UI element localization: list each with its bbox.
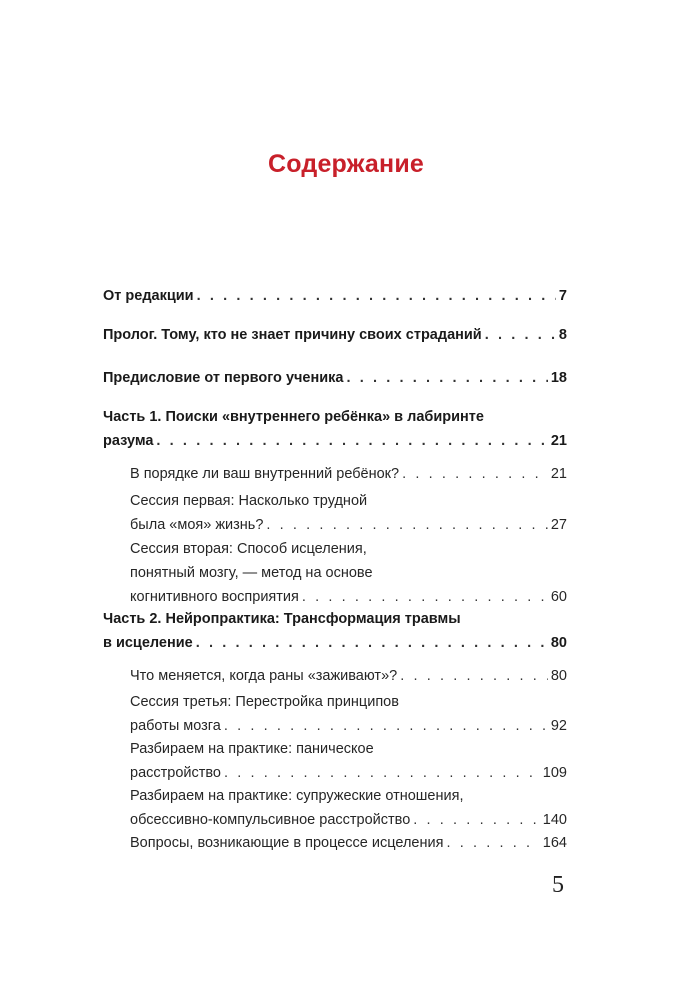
toc-entry-page: 80 [550,668,567,684]
toc-entry-prologue[interactable] [103,323,567,347]
toc-entry-healing-questions[interactable] [130,831,567,855]
toc-entry-title-line: расстройство [130,765,221,781]
toc-leader-dots [346,366,547,390]
toc-entry-session-1[interactable] [130,489,567,537]
page-number: 5 [552,872,564,898]
toc-entry-title: Предисловие от первого ученика [103,370,344,386]
toc-leader-dots [413,808,540,832]
toc-entry-title-line: разума [103,433,154,449]
page-title: Содержание [267,150,425,178]
toc-leader-dots [400,664,548,688]
toc-entry-page: 140 [542,812,567,828]
toc-leader-dots [446,831,539,855]
toc-entry-editorial[interactable] [103,284,567,308]
toc-entry-panic-disorder[interactable] [130,737,567,785]
toc-entry-title-line: работы мозга [130,718,221,734]
toc-entry-title-line: Разбираем на практике: паническое [130,741,374,757]
toc-entry-wounds-heal[interactable] [130,664,567,688]
toc-entry-title-line: Сессия третья: Перестройка принципов [130,694,399,710]
toc-entry-page: 60 [550,589,567,605]
toc-entry-marital-ocd[interactable] [130,784,567,832]
toc-entry-title-line: Сессия вторая: Способ исцеления, [130,541,367,557]
toc-entry-title-line: Сессия первая: Насколько трудной [130,493,368,509]
toc-entry-part-2[interactable] [103,607,567,655]
toc-entry-title-line: когнитивного восприятия [130,589,299,605]
toc-leader-dots [224,761,540,785]
toc-entry-page: 7 [558,288,567,304]
toc-entry-page: 27 [550,517,567,533]
toc-entry-title-line: Разбираем на практике: супружеские отношения, [130,788,464,804]
toc-leader-dots [266,513,547,537]
toc-entry-part-1[interactable] [103,405,567,453]
toc-entry-title: Пролог. Тому, кто не знает причину своих страданий [103,327,482,343]
toc-entry-page: 8 [558,327,567,343]
toc-leader-dots [224,714,548,738]
toc-leader-dots [402,462,548,486]
toc-entry-title-line: была «моя» жизнь? [130,517,264,533]
toc-entry-title: Вопросы, возникающие в процессе исцеления [130,835,444,851]
toc-entry-title-line: в исцеление [103,635,193,651]
toc-entry-title-line: Часть 2. Нейропрактика: Трансформация травмы [103,611,461,627]
toc-entry-title: От редакции [103,288,194,304]
toc-entry-title-line: обсессивно-компульсивное расстройство [130,812,411,828]
toc-entry-page: 109 [542,765,567,781]
toc-leader-dots [156,429,547,453]
toc-entry-page: 80 [550,635,567,651]
toc-entry-title: Что меняется, когда раны «заживают»? [130,668,398,684]
toc-leader-dots [302,585,548,609]
toc-entry-session-2[interactable] [130,537,567,609]
toc-entry-page: 21 [550,433,567,449]
toc-leader-dots [197,284,556,308]
toc-entry-page: 92 [550,718,567,734]
toc-leader-dots [485,323,556,347]
toc-entry-inner-child-ok[interactable] [130,462,567,486]
toc-entry-page: 164 [542,835,567,851]
toc-entry-session-3[interactable] [130,690,567,738]
toc-entry-page: 21 [550,466,567,482]
toc-entry-title-line: Часть 1. Поиски «внутреннего ребёнка» в лабиринте [103,409,484,425]
toc-entry-title: В порядке ли ваш внутренний ребёнок? [130,466,400,482]
toc-entry-page: 18 [550,370,567,386]
toc-entry-title-line: понятный мозгу, — метод на основе [130,565,373,581]
toc-leader-dots [196,631,548,655]
toc-entry-foreword[interactable] [103,366,567,390]
